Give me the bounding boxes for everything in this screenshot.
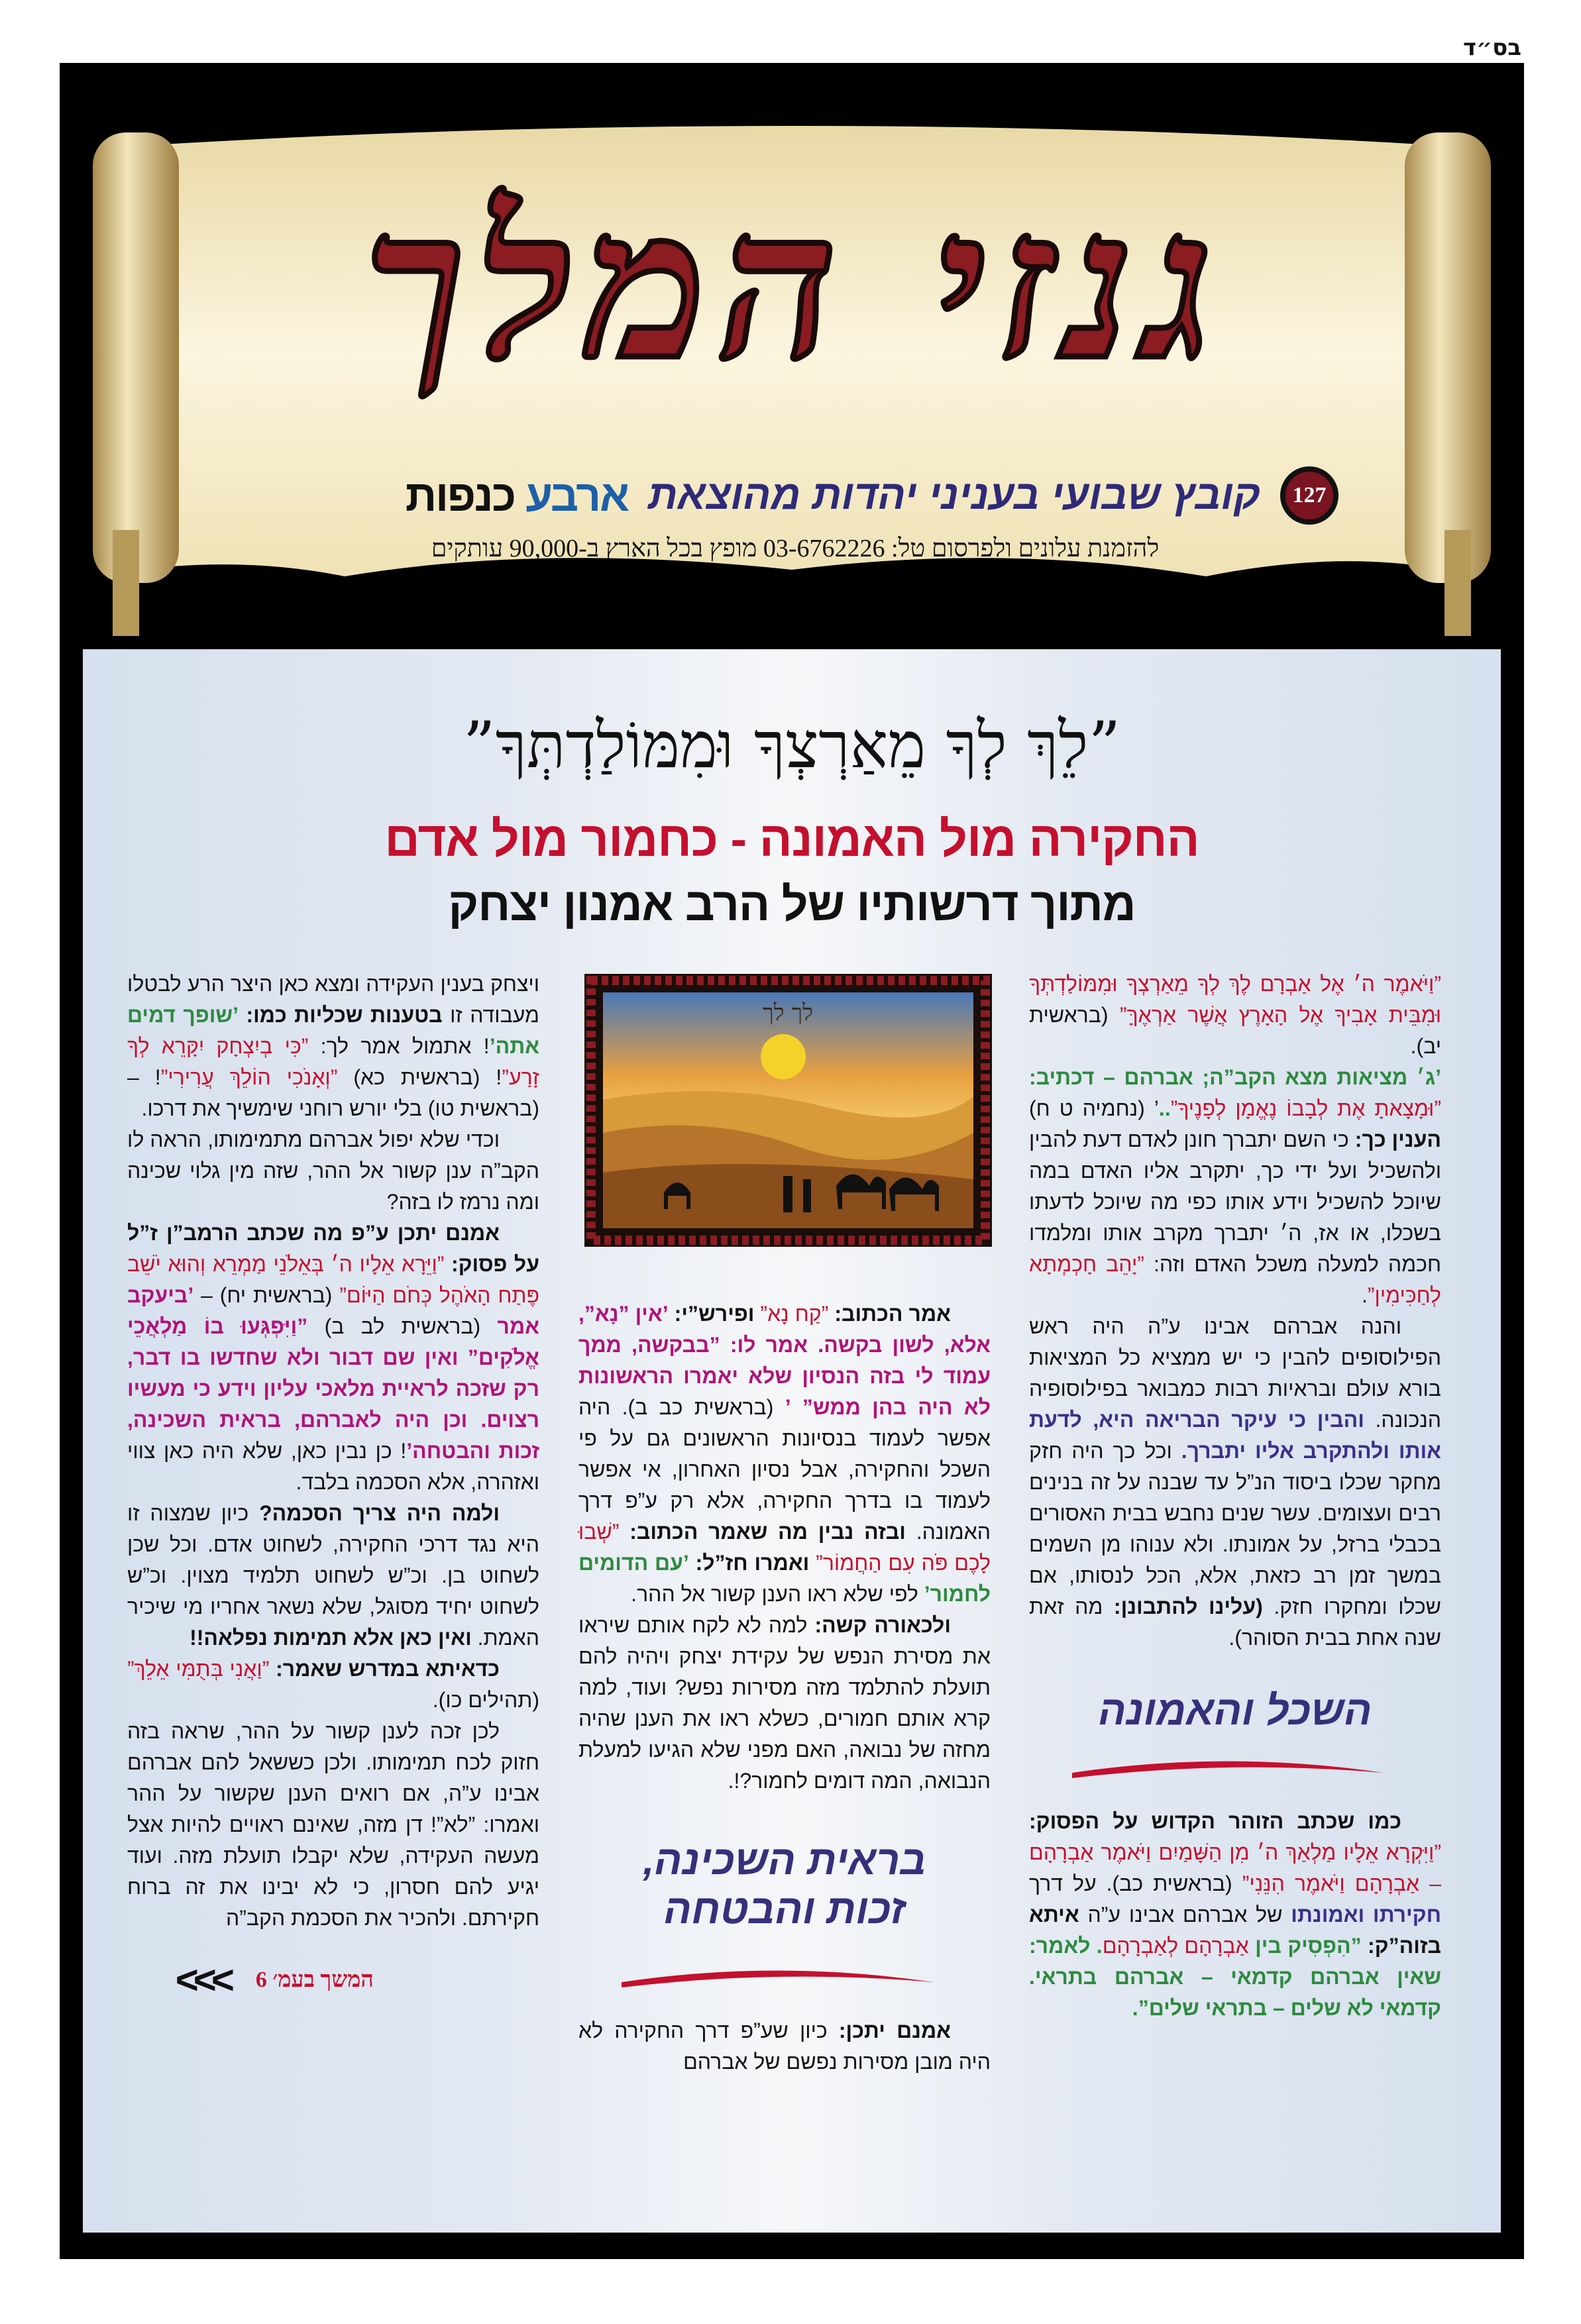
highlighted-text: הענין כך:	[1348, 1128, 1442, 1151]
highlighted-text: ופירש”י:	[668, 1302, 761, 1326]
highlighted-text: כמו שכתב הזוהר הקדוש על הפסוק:	[1029, 1809, 1401, 1833]
body-text: כיון שמצוה זו היא נגד דרכי החקירה, לשחוט אדם. וכל שכן לשחוט בן. וכ”ש לשחוט תלמיד מצוין. וכ”ש לשחוט יחיד מסוגל, שלא נשאר אחריו מי שיכיר האמת.	[127, 1501, 539, 1650]
red-swoosh-decoration	[1069, 1753, 1387, 1779]
painting-caption: לך לך	[762, 1000, 814, 1026]
column-middle-top	[578, 1298, 991, 1797]
section-heading-reason-faith: השכל והאמונה	[1098, 1688, 1372, 1734]
column-right-bottom	[1029, 1806, 1441, 2024]
highlighted-text: ”וַיֹּאמֶר ה׳ אֶל אַבְרָם לֶךְ לְךָ מֵאַרְצְךָ וּמִמּוֹלַדְתְּךָ וּמִבֵּית אָבִיךָ אֶל הָאָרֶץ אֲשֶׁר אַרְאֶךָּ”	[1029, 972, 1442, 1027]
highlighted-text: חקירתו ואמונתו	[1291, 1903, 1442, 1927]
highlighted-text: אַבְרָהָם לְאַבְרָהָם	[1102, 1934, 1249, 1958]
article-byline: מתוך דרשותיו של הרב אמנון יצחק	[448, 878, 1136, 930]
body-text: והנה אברהם אבינו ע”ה היה ראש הפילוסופים להבין כי יש ממציא כל המציאות בורא עולם ובראיות רבות כמבואר בפילוסופיה הנכונה.	[1029, 1314, 1442, 1432]
body-text: (בראשית כב). על דרך	[1029, 1872, 1242, 1895]
paragraph	[578, 1610, 991, 1797]
body-text: (תהילים כו).	[432, 1688, 539, 1712]
highlighted-text: ”קַח נָא”	[760, 1302, 829, 1326]
paragraph	[127, 1218, 539, 1498]
body-text: ! אתמול אמר לך:	[308, 1034, 490, 1058]
logo-part-1: ארבע	[525, 471, 629, 520]
paragraph	[127, 1654, 539, 1716]
paragraph	[1029, 969, 1441, 1062]
highlighted-text: ואין כאן אלא תמימות נפלאה!!	[190, 1626, 472, 1650]
highlighted-text: ’אין ”נָא”, אלא, לשון בקשה. אמר לו: ”בבקשה, ממך עמוד לי בזה הנסיון שלא יאמרו הראשונות לא היה בהן ממש” ’	[578, 1302, 991, 1419]
section-heading-shechina	[578, 1836, 991, 1934]
highlighted-text: ”וַיִּקְרָא אֵלָיו מַלְאַךְ ה׳ מִן הַשָּׁמַיִם וַיֹּאמֶר אַבְרָהָם – אַבְרָהָם וַיֹּאמֶר הִנֵּנִי”	[1029, 1840, 1442, 1895]
masthead-subtitle: קובץ שבועי בעניני יהדות מהוצאת	[648, 472, 1260, 518]
highlighted-text: (עלינו להתבונן:	[1113, 1595, 1263, 1618]
column-right	[1029, 969, 1441, 2024]
body-text: וכל כך היה חזק מחקר שכלו ביסוד הנ”ל עד שבנה על זה בנינים רבים ועצומים. עשר שנים נחבש בבית האסורים בכבלי ברזל, על אמונתו. ולא ענוהו מן השמים במשך זמן רב כזאת, אלא, הכל לנסותו, אם שכלו ומחקרו חזק.	[1029, 1439, 1442, 1618]
masthead-subtitle-row	[305, 467, 1338, 524]
highlighted-text: ולכאורה קשה:	[807, 1613, 952, 1637]
highlighted-text: ’ביעקב אמר	[127, 1283, 540, 1338]
paragraph	[127, 1498, 539, 1654]
paragraph	[1029, 1062, 1441, 1311]
body-text: ! כן נבין כאן, שלא היה כאן צווי ואזהרה, אלא הסכמה בלבד.	[127, 1439, 539, 1494]
highlighted-text: ’שופך דמים אתה’	[127, 1003, 540, 1058]
highlighted-text: איתא בזוה”ק:	[1029, 1903, 1442, 1958]
column-left	[127, 969, 539, 2000]
section-heading-block	[1029, 1654, 1441, 1806]
arrows-icon: <<<	[175, 1958, 229, 2002]
continued-text[interactable]: המשך בעמ׳ 6	[255, 1968, 374, 1992]
body-text: מה זאת שנה אחת בבית הסוהר).	[1029, 1595, 1441, 1650]
highlighted-text: ”כִּי בְיִצְחָק יִקָּרֵא לְךָ זָרַע”	[127, 1034, 540, 1089]
paragraph	[1029, 1806, 1441, 2024]
body-text: ! – (בראשית טו) בלי יורש רוחני שימשיך את דרכו.	[127, 1065, 539, 1120]
paragraph	[127, 1124, 539, 1218]
highlighted-text: ”יָהֵב חָכְמְתָא לְחַכִּימִין”	[1029, 1252, 1441, 1307]
lech-lecha-painting	[584, 974, 992, 1247]
highlighted-text: אמנם יתכן ע”פ מה שכתב הרמב”ן ז”ל על פסוק:	[127, 1221, 540, 1276]
contact-line: להזמנת עלונים ולפרסום טל: 03-6762226 מופץ בכל הארץ ב-90,000 עותקים	[431, 535, 1160, 562]
highlighted-text: ”וַיִּפְגְּעוּ בוֹ מַלְאֲכֵי אֱלֹקִים” ואין שם דבור ולא שחדשו בו דבר, רק שזכה לראיית מלאכי עליון וידע כי מעשיו רצוים. וכן היה לאברהם, בראית השכינה, זכות והבטחה’	[127, 1314, 540, 1463]
highlighted-text: ולמה היה צריך הסכמה?	[248, 1501, 500, 1525]
section-heading-line-2: זכות והבטחה	[663, 1887, 906, 1932]
body-text: כי השם יתברך חונן לאדם דעת להבין ולהשכיל ועל ידי כך, יתקרב אליו האדם במה שיוכל להשכיל וידע אותו כפי מה שיוכל לדעתו בשכלו, או אז, ה׳ יתברך מקרב אותו ומלמדו חכמה למעלה משכל האדם וזה:	[1029, 1128, 1442, 1276]
highlighted-text: בטענות שכליות כמו:	[239, 1003, 443, 1027]
highlighted-text: ”וַיֵּרָא אֵלָיו ה׳ בְּאֵלֹנֵי מַמְרֵא וְהוּא יֹשֵׁב פֶּתַח הָאֹהֶל כְּחֹם הַיּוֹם”	[127, 1252, 540, 1307]
paragraph	[127, 969, 539, 1124]
paragraph	[578, 1298, 991, 1610]
body-text: למה לא לקח אותם שיראו את מסירת הנפש של עקידת יצחק ויהיה להם תועלת להתלמד מזה מסירות נפש? ועוד, למה קרא אותם חמורים, כשלא ראו את הענן שהיה מחזה של נבואה, האם מפני שלא הגיעו למעלת הנבואה, המה דומים לחמור?!.	[578, 1613, 991, 1793]
section-heading-line-1: בראית השכינה,	[643, 1838, 926, 1883]
highlighted-text: ”וַאֲנִי בְּתֻמִּי אֵלֵךְ”	[127, 1657, 270, 1681]
section-heading-block	[578, 1797, 991, 2015]
highlighted-text: כדאיתא במדרש שאמר:	[269, 1657, 500, 1681]
highlighted-text: . לאמר: שאין אברהם קדמאי – אברהם בתראי. קדמאי לא שלים – בתראי שלים”.	[1029, 1934, 1441, 2020]
article-subtitle-red: החקירה מול האמונה - כחמור מול אדם	[384, 812, 1199, 867]
publisher-logo	[406, 469, 628, 522]
highlighted-text: ואמרו חז”ל:	[688, 1551, 816, 1575]
paragraph	[578, 2015, 991, 2078]
column-left-text	[127, 969, 539, 1934]
body-text: (בראשית יח) –	[193, 1283, 340, 1307]
masthead-title: גנזי המלך	[364, 164, 1227, 405]
highlighted-text: ”שְׁבוּ לָכֶם פֹּה עִם הַחֲמוֹר”	[578, 1520, 991, 1575]
logo-part-2: כנפות	[405, 471, 516, 520]
issue-badge: 127	[1280, 466, 1338, 525]
body-text: .	[1362, 1283, 1368, 1307]
body-text: כיון שע”פ דרך החקירה לא היה מובן מסירות נפשם של אברהם	[578, 2019, 991, 2074]
body-text: ’ (נחמיה ט ח)	[1029, 1096, 1159, 1120]
highlighted-text: אמר הכתוב:	[828, 1302, 951, 1326]
article-title: ”לֵךְ לְךָ מֵאַרְצְךָ וּמִמּוֹלַדְתְּךָ”	[463, 708, 1121, 782]
body-text: של אברהם אבינו ע”ה	[1079, 1903, 1291, 1927]
body-text: (בראשית יב).	[1029, 1003, 1441, 1058]
highlighted-text: ובזה נבין מה שאמר הכתוב:	[619, 1520, 906, 1544]
highlighted-text: אמנם יתכן:	[827, 2019, 952, 2042]
highlighted-text: והבין כי עיקר הבריאה היא, לדעת אותו ולהתקרב אליו יתברך.	[1029, 1408, 1442, 1463]
column-right-top	[1029, 969, 1441, 1654]
body-text: ויצחק בענין העקידה ומצא כאן היצר הרע לבטלו מעבודה זו	[127, 972, 540, 1027]
highlighted-text: ’ג׳ מציאות מצא הקב”ה; אברהם – דכתיב:	[1029, 1065, 1441, 1089]
body-text: (בראשית לב ב)	[307, 1314, 498, 1338]
highlighted-text: ”וּמָצָאתָ אֶת לְבָבוֹ נֶאֱמָן לְפָנֶיךָ”	[1170, 1096, 1442, 1120]
column-middle	[578, 1298, 991, 2078]
red-swoosh-decoration	[618, 1962, 936, 1989]
column-middle-bottom	[578, 2015, 991, 2078]
bsd-mark: בס״ד	[1463, 34, 1521, 61]
body-text: ! (בראשית כא)	[337, 1065, 502, 1089]
continued-link[interactable]	[127, 1960, 539, 2000]
body-text: וכדי שלא יפול אברהם מתמימותו, הראה לו הקב”ה ענן קשור אל ההר, שזה מין גלוי שכינה ומה נרמז לו בזה?	[127, 1128, 539, 1214]
paragraph	[1029, 1311, 1441, 1654]
paragraph	[127, 1716, 539, 1934]
body-text: לכן זכה לענן קשור על ההר, שראה בזה חזוק לכח תמימותו. ולכן כששאל להם אברהם אבינו ע”ה, אם רואים הענן שקשור על ההר ואמרו: ”לא”! דן מזה, שאינם ראויים להיות אצל מעשה העקידה, שלא יקבלו תועלת מזה. ועוד יגיע להם חסרון, כי לא יבינו את זה ברוח חקירתם. ולהכיר את הסכמת הקב”ה	[127, 1719, 539, 1930]
highlighted-text: ”הִפְסִיק בין	[1248, 1934, 1362, 1958]
highlighted-text: ”וְאָנֹכִי הוֹלֵךְ עֲרִירִי”	[160, 1065, 338, 1089]
highlighted-text: ..	[1158, 1096, 1171, 1120]
highlighted-text: ’עם הדומים לחמור’	[578, 1551, 991, 1606]
body-text: (בראשית כב ב). היה אפשר לעמוד בנסיונות הראשונים גם על פי השכל והחקירה, אבל נסיון האחרון, אי אפשר לעמוד בו בדרך החקירה, אלא רק ע”פ דרך האמונה.	[578, 1395, 991, 1544]
body-text: לפי שלא ראו הענן קשור אל ההר.	[631, 1582, 924, 1606]
